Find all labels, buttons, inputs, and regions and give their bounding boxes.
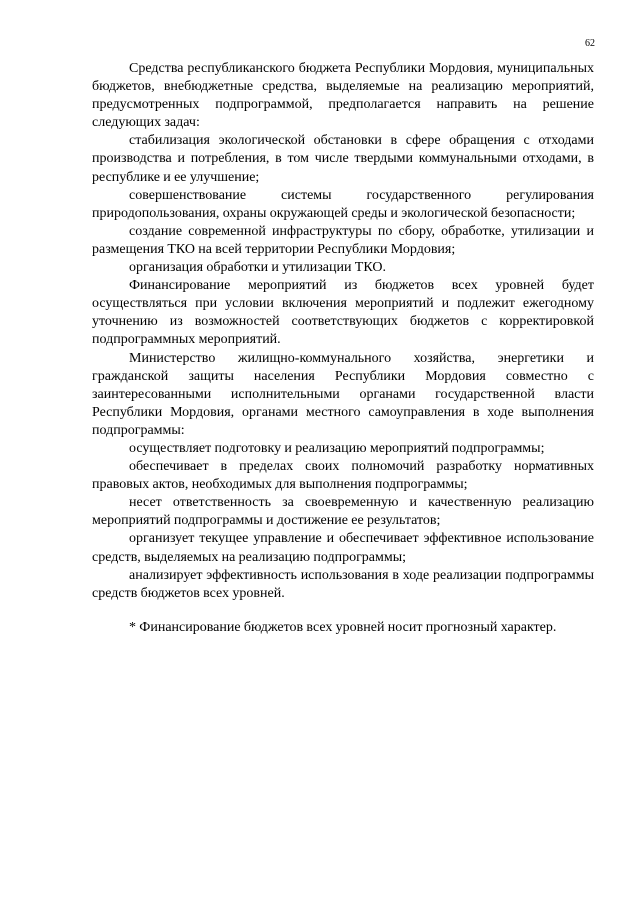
document-body bbox=[92, 60, 594, 637]
paragraph-duty-preparation: осуществляет подготовку и реализацию мероприятий подпрограммы; bbox=[129, 440, 545, 456]
paragraph-task-infrastructure: создание современной инфраструктуры по сбору, обработке, утилизации и размещения ТКО на всей территории Республики Мордовия; bbox=[92, 223, 594, 257]
paragraph-task-processing: организация обработки и утилизации ТКО. bbox=[129, 260, 386, 276]
paragraph-duty-analysis: анализирует эффективность использования в ходе реализации подпрограммы средств бюджетов всех уровней. bbox=[92, 567, 594, 601]
paragraph-duty-legal-acts: обеспечивает в пределах своих полномочий разработку нормативных правовых актов, необходимых для выполнения подпрограммы; bbox=[92, 459, 594, 493]
paragraph-duty-management: организует текущее управление и обеспечивает эффективное использование средств, выделяемых на реализацию подпрограммы; bbox=[92, 531, 594, 565]
paragraph-duty-responsibility: несет ответственность за своевременную и качественную реализацию мероприятий подпрограммы и достижение ее результатов; bbox=[92, 495, 594, 529]
page-number: 62 bbox=[585, 38, 595, 49]
paragraph-task-regulation: совершенствование системы государственного регулирования природопользования, охраны окружающей среды и экологической безопасности; bbox=[92, 187, 594, 221]
footnote: * Финансирование бюджетов всех уровней носит прогнозный характер. bbox=[129, 619, 557, 635]
paragraph-task-stabilization: стабилизация экологической обстановки в сфере обращения с отходами производства и потребления, в том числе твердыми коммунальными отходами, в республике и ее улучшение; bbox=[92, 133, 594, 185]
paragraph-intro: Средства республиканского бюджета Республики Мордовия, муниципальных бюджетов, внебюджетные средства, выделяемые на реализацию мероприятий, предусмотренных подпрограммой, предполагается направить на решение следующих задач: bbox=[92, 61, 594, 131]
paragraph-financing: Финансирование мероприятий из бюджетов всех уровней будет осуществляться при условии включения мероприятий и подлежит ежегодному уточнению из возможностей соответствующих бюджетов с корректировкой подпрограммных мероприятий. bbox=[92, 278, 594, 348]
paragraph-ministry: Министерство жилищно-коммунального хозяйства, энергетики и гражданской защиты населения Республики Мордовия совместно с заинтересованными исполнительными органами государственной власти Республики Мордовия, органами местного самоуправления в ходе выполнения подпрограммы: bbox=[92, 350, 594, 438]
